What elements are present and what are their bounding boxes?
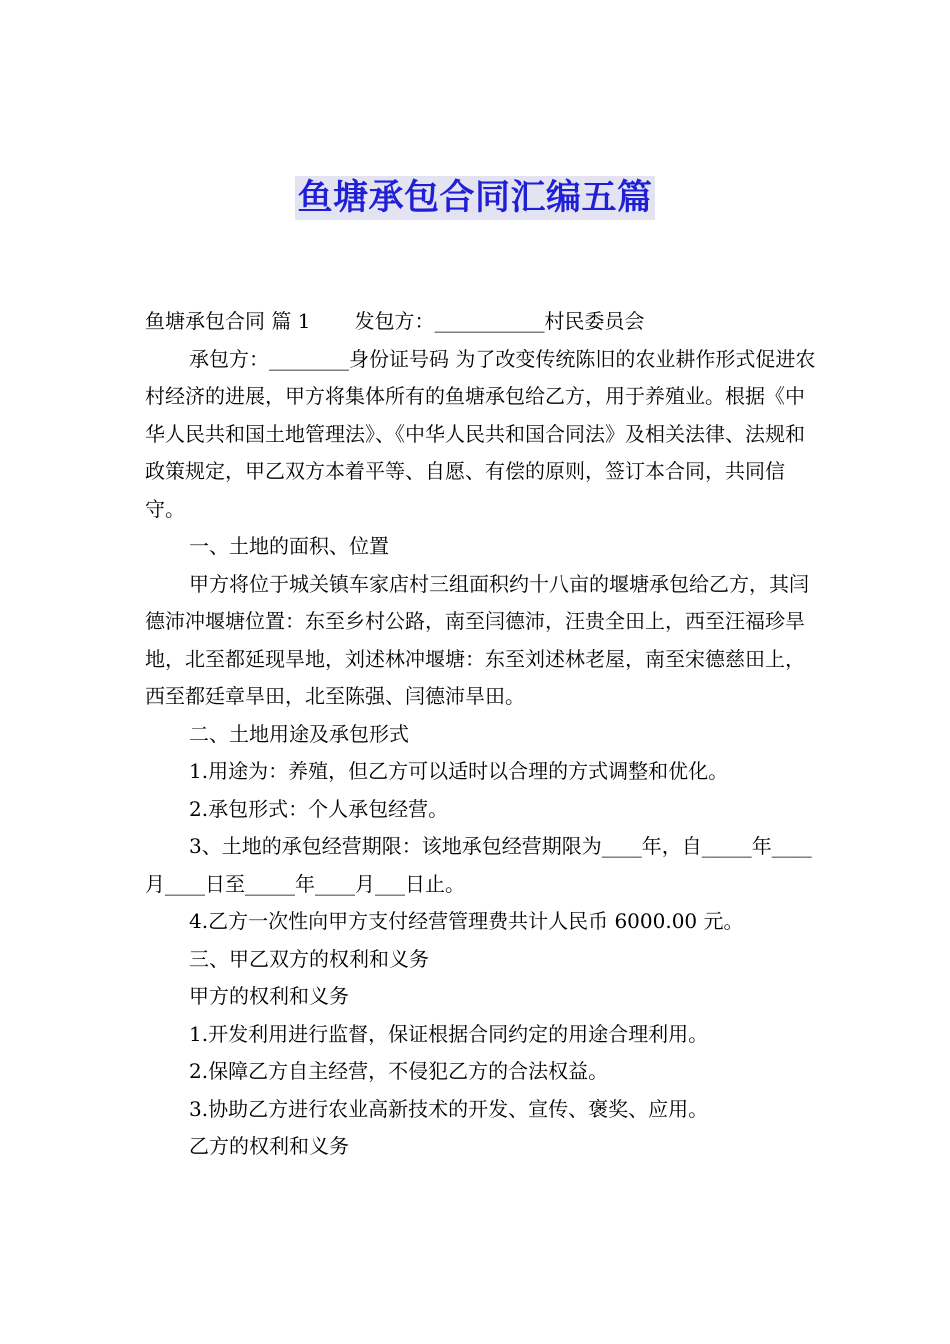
contract-heading: 鱼塘承包合同 篇 1 <box>145 309 311 333</box>
paragraph-contractor: 承包方：________身份证号码 为了改变传统陈旧的农业耕作形式促进农村经济的进展，甲方将集体所有的鱼塘承包给乙方，用于养殖业。根据《中华人民共和国土地管理法》、《中华人民共和国合同法》及相关法律、法规和政策规定，甲乙双方本着平等、自愿、有偿的原则，签订本合同，共同信守。 <box>145 346 816 521</box>
list-item-term: 3、土地的承包经营期限：该地承包经营期限为____年，自_____年____月____日至_____年____月___日止。 <box>145 834 812 896</box>
document-title <box>0 172 950 224</box>
list-item-a2: 2.保障乙方自主经营，不侵犯乙方的合法权益。 <box>189 1059 609 1083</box>
document-body <box>145 303 820 1166</box>
subheading-party-b: 乙方的权利和义务 <box>189 1134 349 1158</box>
section-heading-1: 一、土地的面积、位置 <box>189 534 389 558</box>
list-item-a1: 1.开发利用进行监督，保证根据合同约定的用途合理利用。 <box>189 1021 709 1046</box>
section-heading-2: 二、土地用途及承包形式 <box>189 721 409 746</box>
subheading-party-a: 甲方的权利和义务 <box>189 984 349 1008</box>
paragraph-location: 甲方将位于城关镇车家店村三组面积约十八亩的堰塘承包给乙方，其闫德沛冲堰塘位置：东至乡村公路，南至闫德沛，汪贵全田上，西至汪福珍旱地，北至都延现旱地，刘述林冲堰塘：东至刘述林老屋，南至宋德慈田上，西至都廷章旱田，北至陈强、闫德沛旱田。 <box>145 571 809 708</box>
title-text: 鱼塘承包合同汇编五篇 <box>297 178 653 218</box>
list-item-a3: 3.协助乙方进行农业高新技术的开发、宣传、褒奖、应用。 <box>189 1096 709 1121</box>
list-item-usage: 1.用途为：养殖，但乙方可以适时以合理的方式调整和优化。 <box>189 759 729 783</box>
section-heading-3: 三、甲乙双方的权利和义务 <box>189 946 429 971</box>
paragraph-heading-line <box>145 303 820 341</box>
list-item-fee: 4.乙方一次性向甲方支付经营管理费共计人民币 6000.00 元。 <box>189 909 744 933</box>
issuer-line: 发包方：___________村民委员会 <box>354 309 645 333</box>
list-item-form: 2.承包形式：个人承包经营。 <box>189 796 449 821</box>
